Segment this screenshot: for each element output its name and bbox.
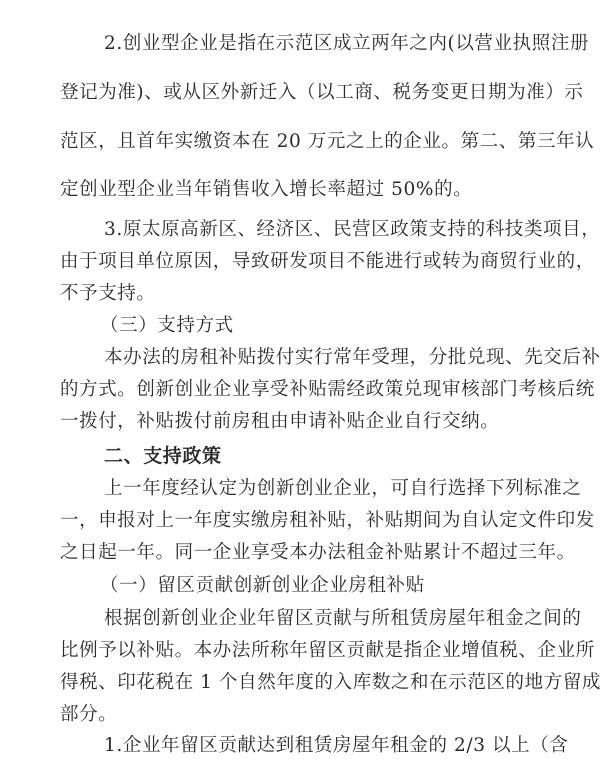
paragraph-line: 范区，且首年实缴资本在 20 万元之上的企业。第二、第三年认 xyxy=(60,131,595,152)
paragraph-line: 之日起一年。同一企业享受本办法租金补贴累计不超过三年。 xyxy=(60,542,576,563)
paragraph-line: 比例予以补贴。本办法所称年留区贡献是指企业增值税、企业所 xyxy=(60,640,595,661)
paragraph-line: 由于项目单位原因，导致研发项目不能进行或转为商贸行业的， xyxy=(60,251,595,272)
paragraph-line: 一拨付，补贴拨付前房租由申请补贴企业自行交纳。 xyxy=(60,411,500,432)
paragraph-line: 不予支持。 xyxy=(60,283,156,304)
paragraph-line: 部分。 xyxy=(60,704,118,725)
paragraph-line: 上一年度经认定为创新创业企业，可自行选择下列标准之 xyxy=(104,478,582,499)
paragraph-line: 1.企业年留区贡献达到租赁房屋年租金的 2/3 以上（含 xyxy=(104,735,569,756)
section-subheading: （一）留区贡献创新创业企业房租补贴 xyxy=(100,575,425,596)
paragraph-line: 的方式。创新创业企业享受补贴需经政策兑现审核部门考核后统 xyxy=(60,379,595,400)
paragraph-line: 得税、印花税在 1 个自然年度的入库数之和在示范区的地方留成 xyxy=(60,672,602,693)
paragraph-line: 根据创新创业企业年留区贡献与所租赁房屋年租金之间的 xyxy=(104,608,582,629)
paragraph-line: 登记为准)、或从区外新迁入（以工商、税务变更日期为准）示 xyxy=(60,82,584,103)
section-heading: 二、支持政策 xyxy=(104,445,222,467)
section-subheading: （三）支持方式 xyxy=(100,315,234,336)
paragraph-line: 本办法的房租补贴拨付实行常年受理，分批兑现、先交后补 xyxy=(104,347,601,368)
paragraph-line: 3.原太原高新区、经济区、民营区政策支持的科技类项目， xyxy=(104,219,601,240)
paragraph-line: 定创业型企业当年销售收入增长率超过 50%的。 xyxy=(60,179,473,200)
paragraph-line: 2.创业型企业是指在示范区成立两年之内(以营业执照注册 xyxy=(104,33,590,54)
paragraph-line: 一，申报对上一年度实缴房租补贴，补贴期间为自认定文件印发 xyxy=(60,510,595,531)
